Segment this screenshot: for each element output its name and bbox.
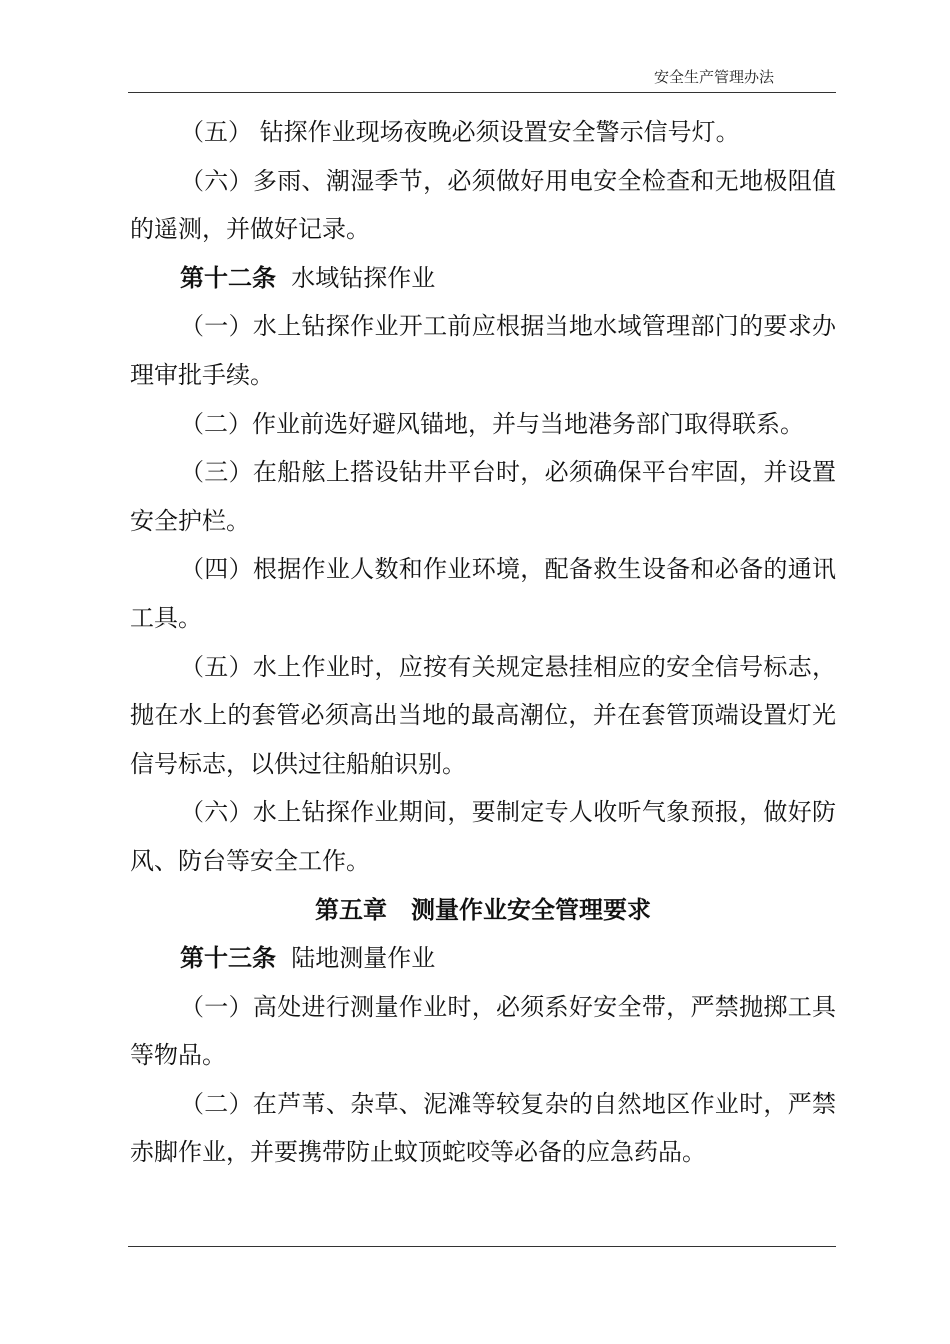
header-divider <box>128 92 836 93</box>
paragraph-item-4: （四）根据作业人数和作业环境，配备救生设备和必备的通讯工具。 <box>130 555 836 632</box>
paragraph-item-1: （一）水上钻探作业开工前应根据当地水域管理部门的要求办理审批手续。 <box>130 312 836 389</box>
article-12-heading <box>130 254 836 303</box>
document-body <box>130 108 836 1177</box>
paragraph-item-2b: （二）在芦苇、杂草、泥滩等较复杂的自然地区作业时，严禁赤脚作业，并要携带防止蚊顶蛇咬等必备的应急药品。 <box>130 1089 836 1167</box>
article-13-heading <box>130 934 836 983</box>
chapter-heading: 第五章 测量作业安全管理要求 <box>315 895 651 924</box>
paragraph-item-2: （二）作业前选好避风锚地，并与当地港务部门取得联系。 <box>180 409 804 438</box>
paragraph-item-5: （五） 钻探作业现场夜晚必须设置安全警示信号灯。 <box>180 118 740 146</box>
paragraph-item-5b: （五）水上作业时，应按有关规定悬挂相应的安全信号标志，抛在水上的套管必须高出当地的最高潮位，并在套管顶端设置灯光信号标志，以供过往船舶识别。 <box>130 652 836 778</box>
article-number: 第十二条 <box>180 263 276 292</box>
paragraph-item-6b: （六）水上钻探作业期间，要制定专人收听气象预报，做好防风、防台等安全工作。 <box>130 798 836 875</box>
article-title: 水域钻探作业 <box>291 263 436 292</box>
page-header-title: 安全生产管理办法 <box>653 68 774 86</box>
article-title: 陆地测量作业 <box>291 944 436 973</box>
article-number: 第十三条 <box>180 944 276 973</box>
paragraph-item-1b: （一）高处进行测量作业时，必须系好安全带，严禁抛掷工具等物品。 <box>130 992 836 1070</box>
paragraph-item-3: （三）在船舷上搭设钻井平台时，必须确保平台牢固，并设置安全护栏。 <box>130 458 836 535</box>
footer-divider <box>128 1246 836 1247</box>
paragraph-item-6: （六）多雨、潮湿季节，必须做好用电安全检查和无地极阻值的遥测，并做好记录。 <box>130 166 836 244</box>
